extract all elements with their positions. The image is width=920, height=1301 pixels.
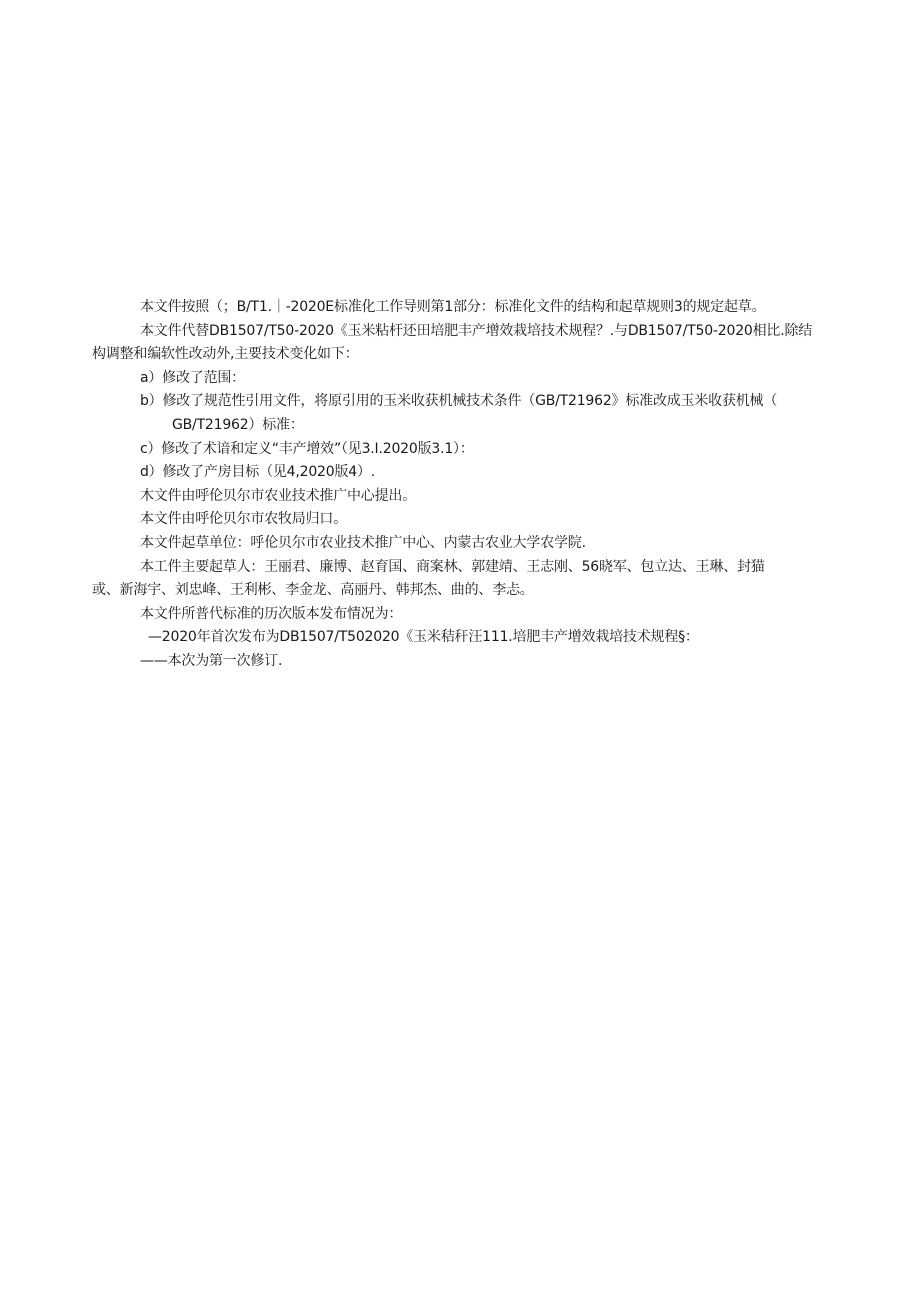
change-item-d: d）修改了产房目标（见4,2020版4）. (140, 464, 376, 481)
drafting-basis-paragraph: 本文件按照（；B/T1.｜-2020E标准化工作导则第1部分：标准化文件的结构和起草规则3的规定起草。 (140, 299, 766, 315)
foreword-text (92, 296, 852, 674)
replacement-paragraph: 本文件代替DB1507/T50-2020《玉米粘杆还田培肥丰产增效栽培技术规程？.与DB1507/T50-2020相比.除结 (140, 322, 813, 339)
proposer-paragraph: 木文件由呼伦贝尔市农业技术推广中心提出。 (140, 487, 416, 504)
change-item-b-continued: GB/T21962）标准： (172, 416, 304, 433)
history-item-revision: ——本次为第一次修订. (140, 652, 283, 669)
history-item-first-issue: —2020年首次发布为DB1507/T502020《玉米秸秆汪111.培肥丰产增效栽培技术规程§： (148, 629, 699, 646)
change-item-a: a）修改了范围： (140, 369, 245, 386)
change-item-b: b）修改了规范性引用文件，将原引用的玉米收获机械技术条件（GB/T21962》标准改成玉米收获机械（ (140, 393, 778, 410)
centralized-paragraph: 本文件由呼伦贝尔市农牧局归口。 (140, 511, 347, 528)
history-intro-paragraph: 本文件所普代标准的历次版本发布情况为： (140, 605, 403, 622)
drafting-unit-paragraph: 本文件起草单位：呼伦贝尔市农业技术推广中心、内蒙古农业大学农学院. (140, 534, 586, 551)
replacement-paragraph-continued: 构调整和编软性改动外,主要技术变化如下： (92, 346, 359, 363)
drafters-paragraph: 本工件主要起草人：王丽君、廉博、赵育国、商案林、郭建靖、王志刚、56晓军、包立达、王琳、封猫 (140, 558, 765, 575)
change-item-c: c）修改了术谙和定义“丰产增效”（见3.I.2020版3.1）： (140, 440, 474, 457)
drafters-paragraph-continued: 或、新海宇、刘忠峰、王利彬、李金龙、高丽丹、韩邦杰、曲的、李忐。 (92, 582, 534, 599)
